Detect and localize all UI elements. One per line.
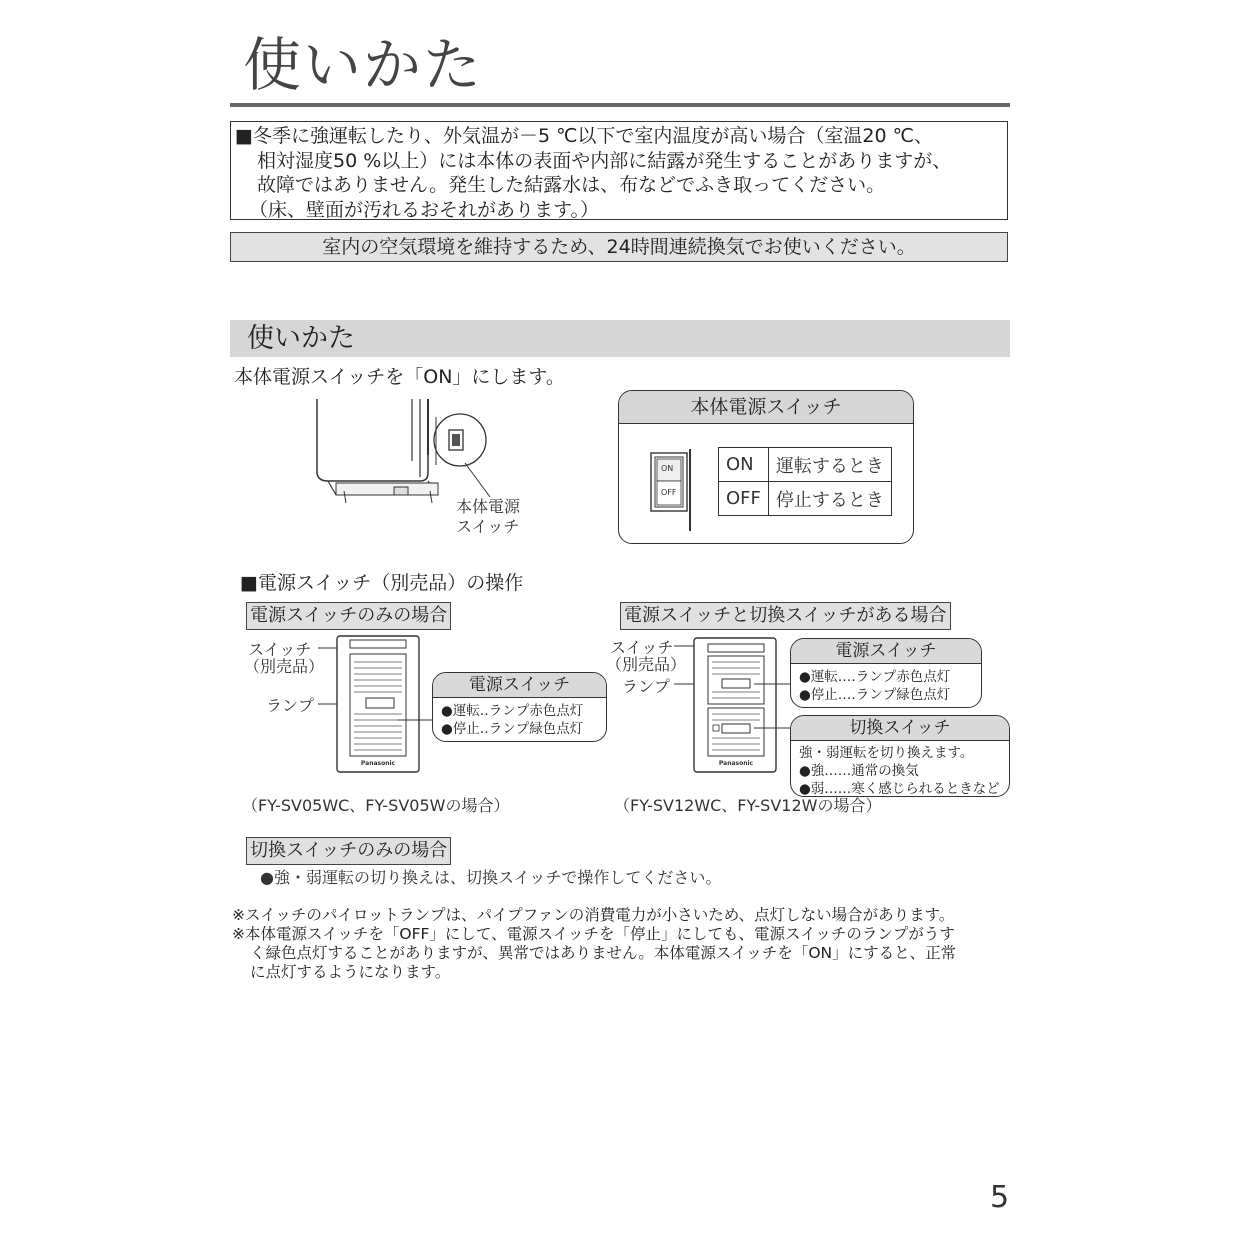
footnotes (232, 906, 956, 982)
state-desc-cell: 運転するとき (768, 448, 891, 482)
power-switch-bubble (790, 638, 982, 708)
caption-sv05: （FY-SV05WC、FY-SV05Wの場合） (242, 796, 510, 815)
footnote-2-line-3: に点灯するようになります。 (250, 963, 451, 981)
lamp-label: ランプ (266, 696, 315, 715)
unit-illustration (300, 395, 500, 510)
bubble-line: ●弱……寒く感じられるときなど (799, 781, 1000, 797)
lamp-label: ランプ (622, 677, 671, 696)
rocker-switch-icon (645, 449, 695, 531)
section-title: 使いかた (247, 323, 355, 354)
case-power-only-tag: 電源スイッチのみの場合 (246, 602, 451, 630)
switch-label: スイッチ (248, 640, 312, 659)
condensation-warning-box (230, 121, 1008, 220)
bubble-line: ●運転‥ランプ赤色点灯 (441, 703, 584, 719)
warning-line-2: 相対湿度50 %以上）には本体の表面や内部に結露が発生することがありますが、 (257, 149, 952, 172)
toggle-switch-bubble (790, 715, 1010, 797)
warning-line-3: 故障ではありません。発生した結露水は、布などでふき取ってください。 (257, 174, 886, 196)
toggle-only-text: ●強・弱運転の切り換えは、切換スイッチで操作してください。 (260, 868, 722, 887)
bubble-title: 電源スイッチ (791, 639, 981, 664)
intro-text: 本体電源スイッチを「ON」にします。 (234, 366, 565, 388)
caption-sv12: （FY-SV12WC、FY-SV12Wの場合） (614, 796, 882, 815)
main-switch-panel-title: 本体電源スイッチ (619, 391, 913, 424)
switch-label: スイッチ (610, 638, 674, 657)
ventilation-note: 室内の空気環境を維持するため、24時間連続換気でお使いください。 (230, 232, 1008, 262)
state-cell: OFF (719, 482, 769, 516)
page-title: 使いかた (243, 31, 484, 99)
state-desc-cell: 停止するとき (768, 482, 891, 516)
bubble-line: ●強……通常の換気 (799, 763, 919, 779)
section-header (230, 320, 1010, 357)
warning-line-4: （床、壁面が汚れるおそれがあります。） (249, 198, 599, 221)
rocker-off-mark: OFF (661, 488, 677, 497)
power-switch-plate-illustration (318, 634, 438, 776)
page-number: 5 (990, 1180, 1010, 1215)
bubble-line: 強・弱運転を切り換えます。 (799, 745, 974, 761)
operation-heading: ■電源スイッチ（別売品）の操作 (240, 572, 524, 594)
table-row (719, 448, 892, 482)
unit-switch-label: 本体電源 スイッチ (456, 497, 521, 536)
warning-line-1: ■冬季に強運転したり、外気温が－5 ℃以下で室内温度が高い場合（室温20 ℃、 (235, 125, 933, 147)
footnote-1: ※スイッチのパイロットランプは、パイプファンの消費電力が小さいため、点灯しない場合があります。 (232, 906, 955, 924)
main-power-switch-panel (618, 390, 914, 544)
power-switch-bubble (432, 672, 607, 742)
bubble-line: ●停止‥ランプ緑色点灯 (441, 721, 584, 737)
bubble-line: ●運転‥‥ランプ赤色点灯 (799, 669, 951, 685)
state-cell: ON (719, 448, 769, 482)
footnote-2-line-2: く緑色点灯することがありますが、異常ではありません。本体電源スイッチを「ON」にすると、正常 (250, 944, 957, 962)
case-power-and-toggle-tag: 電源スイッチと切換スイッチがある場合 (620, 602, 951, 630)
dual-switch-plate-illustration (674, 634, 798, 776)
footnote-2-line-1: ※本体電源スイッチを「OFF」にして、電源スイッチを「停止」にしても、電源スイッチのランプがうす (232, 925, 955, 943)
rocker-on-mark: ON (661, 464, 674, 473)
title-divider (230, 103, 1010, 107)
bubble-title: 電源スイッチ (433, 673, 606, 698)
main-switch-state-table (718, 447, 892, 516)
bubble-line: ●停止‥‥ランプ緑色点灯 (799, 687, 951, 703)
brand-logo: Panasonic (718, 760, 754, 767)
brand-logo: Panasonic (360, 760, 396, 767)
table-row (719, 482, 892, 516)
bubble-title: 切換スイッチ (791, 716, 1009, 741)
case-toggle-only-tag: 切換スイッチのみの場合 (246, 837, 451, 865)
sold-separately-label: （別売品） (606, 655, 687, 674)
sold-separately-label: （別売品） (244, 657, 325, 676)
